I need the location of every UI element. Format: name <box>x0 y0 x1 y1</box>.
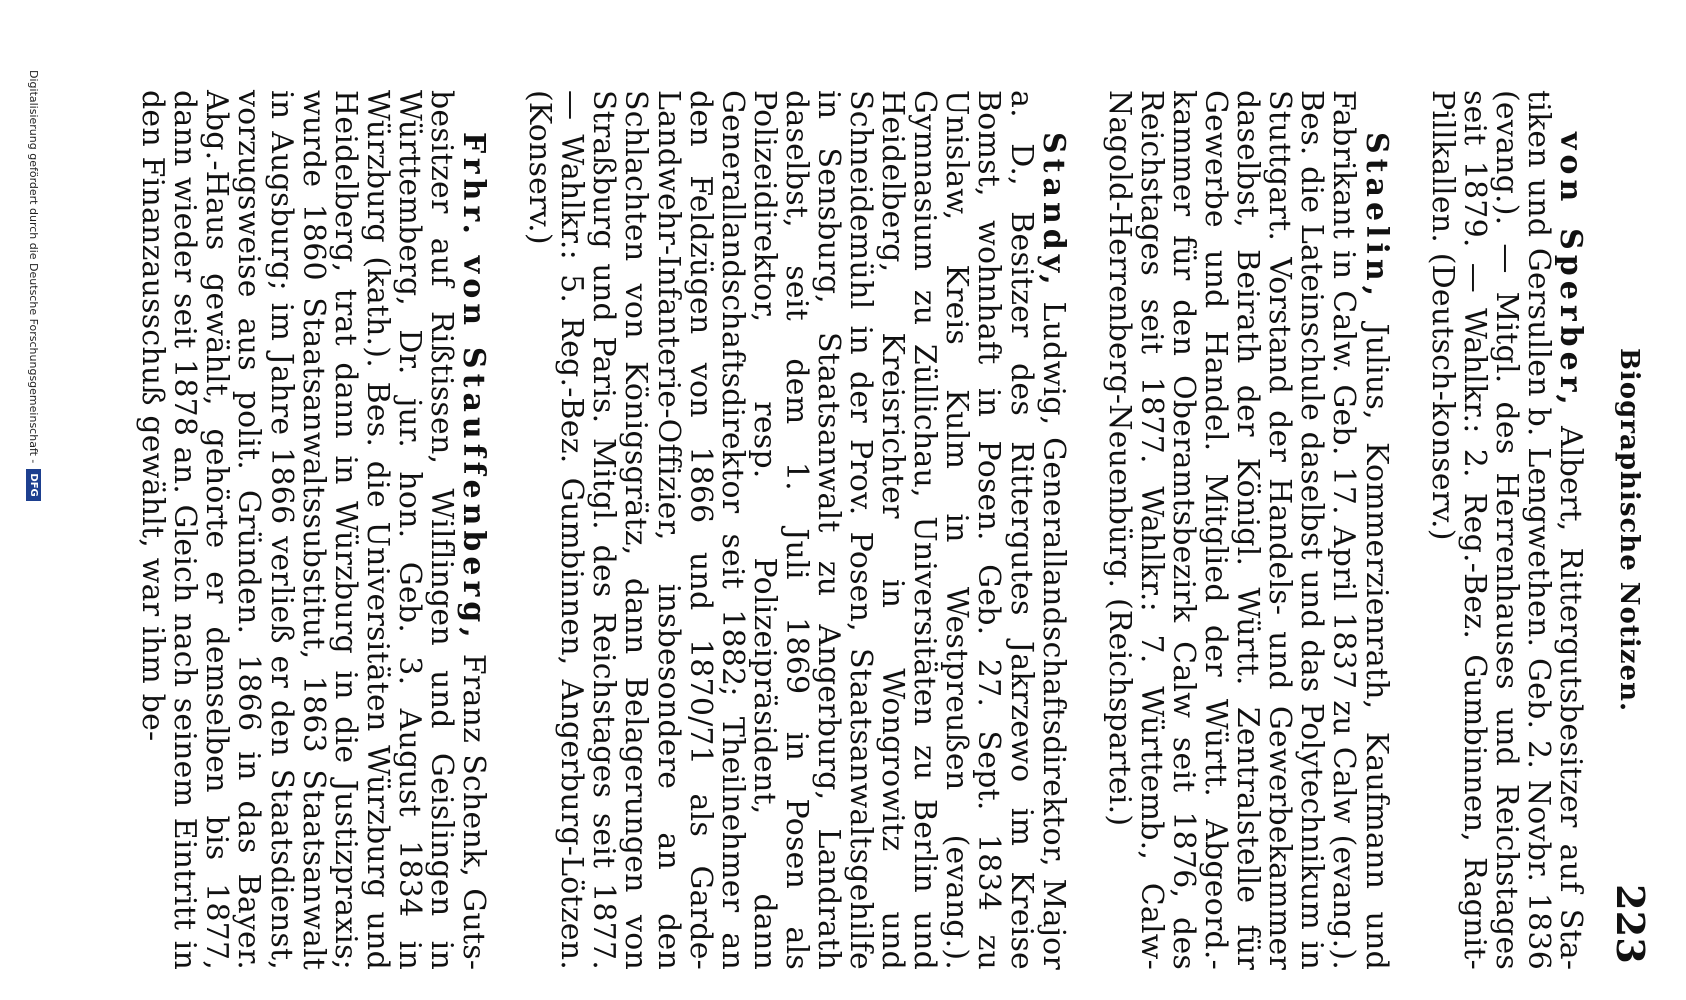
page-body <box>102 90 1653 970</box>
header-title: Biographische Notizen. <box>1614 347 1644 713</box>
biography-entry-stauffenberg <box>135 90 492 970</box>
dfg-logo-icon: DFG <box>27 469 42 500</box>
entry-text: Julius, Kommerzienrath, Kaufmann und Fabrikant in Calw. Geb. 17. April 1837 zu Calw (evang.). Bes. die Lateinschule daselbst und das Polytechnikum in Stuttgart. Vorstand der Handels- und Gewerbekammer daselbst, Beirath der Königl. Württ. Zentralstelle für Gewerbe und Handel. Mitglied der Württ. Abgeord.-kammer für den Oberamtsbezirk Calw seit 1876, des Reichstages seit 1877. Wahlkr.: 7. Württemb., Calw-Nagold-Herrenberg-Neuenbürg. (Reichspartei.) <box>1101 90 1394 970</box>
entry-name: von Sperber, <box>1553 132 1588 410</box>
credit-text: Digitalisierung gefördert durch die Deutsche Forschungsgemeinschaft - <box>27 70 41 464</box>
page-number: 223 <box>1608 884 1653 964</box>
biography-entry-sperber <box>1426 90 1586 970</box>
running-header <box>1586 90 1653 970</box>
entry-name: Staelin, <box>1358 132 1394 302</box>
entry-name: Standy, <box>1035 132 1071 290</box>
entry-text: Ludwig, Generallandschaftsdirektor, Major a. D., Besitzer des Rittergutes Jakrzewo im Kreise Bomst, wohnhaft in Posen. Geb. 27. Sept. 1834 zu Unislaw, Kreis Kulm in Westpreußen (evang.). Gymnasium zu Züllichau, Universitäten zu Berlin und Heidelberg, Kreisrichter in Wongrowitz und Schneidemühl in der Prov. Posen, Staatsanwaltsgehilfe in Sensburg, Staatsanwalt zu Angerburg, Landrath daselbst, seit dem 1. Juli 1869 in Posen als Polizeidirektor, resp. Polizeipräsident, dann Generallandschaftsdirektor seit 1882; Theilnehmer an den Feldzügen von 1866 und 1870/71 als Garde-Landwehr-Infanterie-Offizier, insbesondere an den Schlachten von Königsgrätz, dann Belagerungen von Straßburg und Paris. Mitgl. des Reichstages seit 1877. — Wahlkr.: 5. Reg.-Bez. Gumbinnen, Angerburg-Lötzen. (Konserv.) <box>522 90 1071 970</box>
biography-entry-staelin <box>1103 90 1392 970</box>
digitization-credit <box>14 0 54 1000</box>
entry-text: Albert, Rittergutsbesitzer auf Statiken und Gersullen b. Lengwethen. Geb. 2. Novbr. 1836 (evang.). — Mitgl. des Herrenhauses und Reichstages seit 1879. — Wahlkr.: 2. Reg.-Bez. Gumbinnen, Ragnit-Pillkallen. (Deutsch-konserv.) <box>1424 90 1588 970</box>
biography-entry-standy <box>523 90 1069 970</box>
entry-name: Frhr. von Stauffenberg, <box>456 132 492 643</box>
entry-text: Franz Schenk, Gutsbesitzer auf Rißtissen, Wilflingen und Geislingen in Württemberg, Dr. jur. hon. Geb. 3. August 1834 in Würzburg (kath.). Bes. die Universitäten Würzburg und Heidelberg, trat dann in Würzburg in die Justizpraxis; wurde 1860 Staatsanwaltssubstitut, 1863 Staatsanwalt in Augsburg; im Jahre 1866 verließ er den Staatsdienst, vorzugsweise aus polit. Gründen. 1866 in das Bayer. Abg.-Haus gewählt, gehörte er demselben bis 1877, dann wieder seit 1878 an. Gleich nach seinem Eintritt in den Finanzausschuß gewählt, war ihm be- <box>135 90 492 970</box>
